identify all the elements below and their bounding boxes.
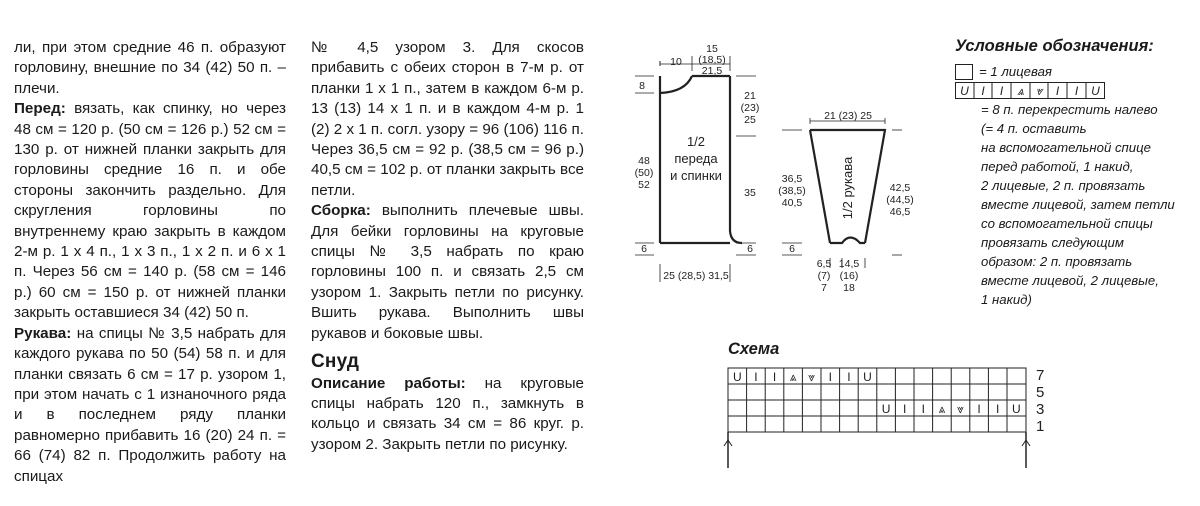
dim-armhole-3: 25 <box>744 114 756 126</box>
dim-length-2: (50) <box>634 167 654 179</box>
text-column-1 <box>14 38 286 487</box>
dim-shoulder-2: (18,5) <box>698 54 726 66</box>
legend-line-8: провязать следующим <box>981 235 1124 250</box>
dim-armhole-1: 21 <box>744 90 756 102</box>
legend-line-10: вместе лицевой, 2 лицевые, <box>981 273 1159 288</box>
assembly-paragraph: Сборка: выполнить плечевые швы. Для бейки горловины на круговые спицы № 3,5 набрать по краю горловины 100 п. и связать 2,5 см узором 1. Закрыть петли по рисунку. Вшить рукава. Выполнить швы рукавов и боковые швы. <box>311 202 584 342</box>
pattern-diagram <box>630 36 930 296</box>
dim-armhole-2: (23) <box>740 102 760 114</box>
svg-text:⩓: ⩓ <box>938 402 946 416</box>
snood-heading: Снуд <box>311 351 360 373</box>
svg-text:I: I <box>903 402 907 416</box>
svg-text:⩔: ⩔ <box>1035 84 1043 98</box>
dim-cuff-width-3: 18 <box>843 282 855 294</box>
dim-cuff-1: 6,5 <box>816 258 832 270</box>
body-label-3: и спинки <box>670 168 722 183</box>
snood-label: Описание работы: <box>311 374 466 392</box>
legend-line-2: (= 4 п. оставить <box>981 121 1087 136</box>
dim-neck-width: 10 <box>670 56 682 68</box>
dim-sleeve-length-3: 40,5 <box>781 197 803 209</box>
sleeves-paragraph: Рукава: на спицы № 3,5 набрать для каждого рукава по 50 (54) 58 п. и для планки связать 6 см = 17 р. узором 1, при этом начать с 1 изнаночного ряда и в последнем ряду планки равномерно прибавить 16 (20) 24 п. = 66 (74) 82 п. Продолжить работу на спицах <box>14 324 286 485</box>
sleeves-continued-paragraph: № 4,5 узором 3. Для скосов прибавить с обеих сторон в 7-м р. от планки 1 х 1 п., затем в каждом 6-м р. 13 (13) 14 х 1 п. и в каждом 4-м р. 1 (2) 2 х 1 п. согл. узору = 96 (106) 116 п. Через 36,5 см = 92 р. (38,5 см = 96 р.) 40,5 см = 102 р. от планки закрыть все петли. <box>311 39 584 199</box>
dim-sleeve-top: 21 (23) 25 <box>824 110 872 122</box>
svg-text:I: I <box>921 402 925 416</box>
svg-text:I: I <box>1055 84 1060 98</box>
svg-text:⩔: ⩔ <box>808 370 816 384</box>
assembly-label: Сборка: <box>311 202 371 220</box>
front-paragraph: Перед: вязать, как спинку, но через 48 см = 120 р. (50 см = 126 р.) 52 см = 130 р. от нижней планки закрыть для горловины средние 16 п. и обе стороны закончить раздельно. Для скругления горловины по внутреннему краю закрыть в каждом 2-м р. 1 х 4 п., 1 х 3 п., 1 х 2 п. и 6 х 1 п. Через 56 см = 140 р. (58 см = 146 р.) 60 см = 150 р. от нижней планки закрыть оставшиеся 34 (42) 50 п. <box>14 100 286 322</box>
svg-text:I: I <box>996 402 1000 416</box>
dim-band-right: 6 <box>747 243 753 255</box>
svg-text:I: I <box>977 402 981 416</box>
dim-shoulder-1: 15 <box>706 43 718 55</box>
legend-line-3: на вспомогательной спице <box>981 140 1152 155</box>
svg-text:⩓: ⩓ <box>789 370 797 384</box>
snood-paragraph: Описание работы: на круговые спицы набрать 120 п., замкнуть в кольцо и связать 34 см = 86 круг. р. узором 2. Закрыть петли по рисунку. <box>311 374 584 453</box>
schema-chart <box>720 360 1060 472</box>
sleeve-label: 1/2 рукава <box>840 156 855 220</box>
legend-knit: = 1 лицевая <box>955 62 1190 81</box>
svg-text:I: I <box>1074 84 1079 98</box>
svg-text:U: U <box>732 370 742 384</box>
legend <box>955 62 1190 309</box>
front-label: Перед: <box>14 100 66 118</box>
body-label-2: переда <box>674 151 718 166</box>
dim-sleeve-length-2: (38,5) <box>778 185 806 197</box>
legend-line-6: вместе лицевой, затем петли <box>981 197 1175 212</box>
svg-text:I: I <box>754 370 758 384</box>
cable-symbol-icon <box>955 82 1105 99</box>
dim-cuff-width-1: 14,5 <box>838 258 860 270</box>
svg-text:U: U <box>881 402 891 416</box>
legend-line-9: образом: 2 п. провязать <box>981 254 1133 269</box>
dim-length-3: 52 <box>638 179 650 191</box>
dim-sleeve-full-2: (44,5) <box>886 194 914 206</box>
svg-text:I: I <box>981 84 985 98</box>
sleeves-label: Рукава: <box>14 324 72 342</box>
legend-line-4: перед работой, 1 накид, <box>981 159 1134 174</box>
legend-line-11: 1 накид) <box>981 292 1032 307</box>
legend-title: Условные обозначения: <box>955 37 1154 55</box>
dim-band-left: 6 <box>641 243 647 255</box>
svg-text:I: I <box>847 370 851 384</box>
dim-side: 35 <box>744 187 756 199</box>
dim-cuff-3: 7 <box>821 282 827 294</box>
legend-line-1: = 8 п. перекрестить налево <box>981 102 1158 117</box>
schema-row-7: 7 <box>1036 367 1045 384</box>
intro-paragraph: ли, при этом средние 46 п. образуют горловину, внешние по 34 (42) 50 п. – плечи. <box>14 39 286 97</box>
text-column-2 <box>311 38 584 455</box>
dim-body-width: 25 (28,5) 31,5 <box>663 270 729 282</box>
legend-line-5: 2 лицевые, 2 п. провязать <box>981 178 1146 193</box>
schema-row-3: 3 <box>1036 401 1045 418</box>
svg-text:U: U <box>863 370 872 384</box>
schema-row-1: 1 <box>1036 418 1045 435</box>
svg-text:I: I <box>772 370 777 384</box>
dim-sleeve-length-1: 36,5 <box>781 173 803 185</box>
dim-cuff-width-2: (16) <box>839 270 859 282</box>
knit-cell-icon <box>955 64 973 80</box>
svg-text:⩔: ⩔ <box>957 402 964 416</box>
svg-text:I: I <box>999 84 1004 98</box>
dim-cuff-2: (7) <box>817 270 831 282</box>
body-label-1: 1/2 <box>686 134 706 149</box>
legend-line-7: со вспомогательной спицы <box>981 216 1153 231</box>
dim-sleeve-band: 6 <box>789 243 795 255</box>
svg-text:⩓: ⩓ <box>1017 84 1024 98</box>
schema-title: Схема <box>728 340 780 358</box>
svg-text:U: U <box>1091 84 1100 98</box>
schema-row-5: 5 <box>1036 384 1045 401</box>
svg-text:U: U <box>960 84 969 98</box>
legend-cable-symbol <box>955 81 1190 100</box>
dim-sleeve-full-1: 42,5 <box>889 182 911 194</box>
dim-neck-depth: 8 <box>639 80 645 92</box>
dim-sleeve-full-3: 46,5 <box>889 206 911 218</box>
svg-text:I: I <box>828 370 832 384</box>
dim-shoulder-3: 21,5 <box>701 65 723 77</box>
svg-text:U: U <box>1011 402 1021 416</box>
dim-length-1: 48 <box>638 155 650 167</box>
